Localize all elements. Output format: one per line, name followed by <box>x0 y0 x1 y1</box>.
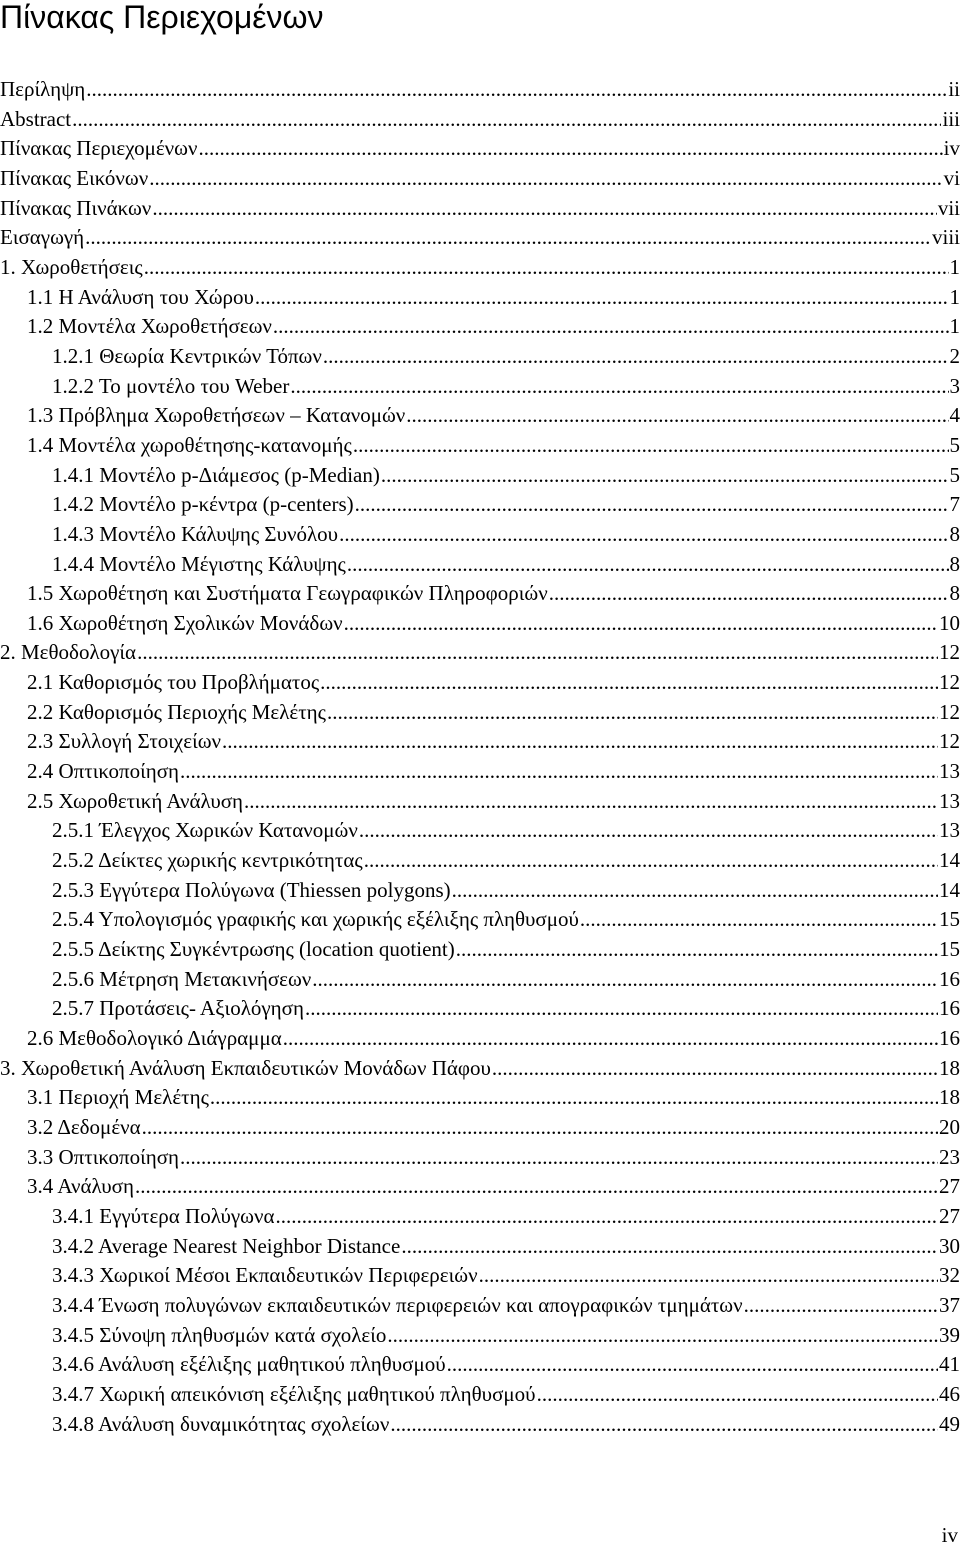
toc-entry[interactable] <box>0 1380 960 1410</box>
toc-entry-title: 3.4.7 Χωρική απεικόνιση εξέλιξης μαθητικού πληθυσμού <box>52 1381 536 1406</box>
toc-entry-page: 5 <box>949 432 960 457</box>
toc-entry-title: Πίνακας Περιεχομένων <box>0 136 198 161</box>
page-title: Πίνακας Περιεχομένων <box>0 0 324 35</box>
toc-entry-page: 5 <box>949 462 960 487</box>
toc-dot-leader <box>244 787 938 816</box>
toc-entry[interactable] <box>0 134 960 164</box>
toc-entry[interactable] <box>0 1054 960 1084</box>
toc-dot-leader <box>406 401 948 430</box>
toc-dot-leader <box>137 638 938 667</box>
toc-dot-leader <box>86 75 947 104</box>
toc-dot-leader <box>339 520 948 549</box>
toc-entry[interactable] <box>0 1350 960 1380</box>
toc-entry-title: 2.6 Μεθοδολογικό Διάγραμμα <box>27 1026 282 1050</box>
toc-entry[interactable] <box>0 1321 960 1351</box>
toc-entry-page: 13 <box>939 818 960 843</box>
toc-dot-leader <box>381 461 949 490</box>
toc-entry[interactable] <box>0 579 960 609</box>
toc-entry-page: viii <box>931 225 960 250</box>
toc-dot-leader <box>222 727 938 756</box>
toc-entry-page: vi <box>943 165 960 190</box>
toc-entry-title: 3.4.1 Εγγύτερα Πολύγωνα <box>52 1203 275 1228</box>
toc-dot-leader <box>198 134 942 163</box>
toc-entry-title: 2.3 Συλλογή Στοιχείων <box>27 729 222 754</box>
toc-entry[interactable] <box>0 1172 960 1202</box>
toc-entry-title: 3.2 Δεδομένα <box>27 1114 141 1139</box>
toc-entry-page: 14 <box>939 848 960 873</box>
toc-dot-leader <box>135 1172 938 1201</box>
toc-entry[interactable] <box>0 846 960 876</box>
toc-entry[interactable] <box>0 164 960 194</box>
toc-entry-title: Πίνακας Πινάκων <box>0 195 152 220</box>
toc-entry-page: 3 <box>949 373 960 398</box>
toc-entry[interactable] <box>0 994 960 1024</box>
toc-dot-leader <box>355 490 949 519</box>
toc-dot-leader <box>401 1232 938 1261</box>
toc-dot-leader <box>327 698 938 727</box>
toc-entry[interactable] <box>0 905 960 935</box>
toc-dot-leader <box>85 223 931 252</box>
toc-entry-page: 18 <box>939 1085 960 1110</box>
toc-entry-page: 41 <box>939 1352 960 1377</box>
toc-dot-leader <box>456 935 938 964</box>
toc-entry-title: 1.4.4 Μοντέλο Μέγιστης Κάλυψης <box>52 551 346 576</box>
toc-entry-title: 3.1 Περιοχή Μελέτης <box>27 1085 209 1110</box>
toc-entry[interactable] <box>0 372 960 402</box>
toc-dot-leader <box>447 1350 938 1379</box>
toc-dot-leader <box>359 816 938 845</box>
toc-entry-title: 1.5 Χωροθέτηση και Συστήματα Γεωγραφικών Πληροφοριών <box>27 581 548 606</box>
toc-entry-page: 39 <box>939 1322 960 1347</box>
toc-dot-leader <box>580 905 938 934</box>
toc-entry-title: 1.3 Πρόβλημα Χωροθετήσεων – Κατανομών <box>27 403 406 428</box>
toc-entry-page: 16 <box>939 996 960 1021</box>
toc-dot-leader <box>492 1054 938 1083</box>
toc-entry-page: 8 <box>949 581 960 606</box>
toc-dot-leader <box>549 579 949 608</box>
toc-entry-title: 2.5.1 Έλεγχος Χωρικών Κατανομών <box>52 818 358 843</box>
toc-entry[interactable] <box>0 876 960 906</box>
toc-entry-page: 12 <box>939 670 960 695</box>
toc-entry-page: 7 <box>949 492 960 517</box>
toc-entry[interactable] <box>0 401 960 431</box>
toc-entry[interactable] <box>0 312 960 342</box>
toc-entry-title: 2.5.6 Μέτρηση Μετακινήσεων <box>52 966 312 991</box>
toc-dot-leader <box>142 1113 938 1142</box>
toc-entry-title: Πίνακας Εικόνων <box>0 165 149 190</box>
toc-dot-leader <box>390 1410 938 1439</box>
toc-entry-title: Εισαγωγή <box>0 225 85 250</box>
toc-entry-page: ii <box>948 77 960 101</box>
toc-entry-page: 18 <box>939 1055 960 1080</box>
toc-entry-title: 1.4.1 Μοντέλο p-Διάμεσος (p-Median) <box>52 462 380 487</box>
toc-entry-title: 1.2 Μοντέλα Χωροθετήσεων <box>27 314 272 339</box>
toc-entry-page: 1 <box>949 314 960 339</box>
toc-entry[interactable] <box>0 787 960 817</box>
toc-entry[interactable] <box>0 105 960 135</box>
toc-entry[interactable] <box>0 283 960 313</box>
toc-entry-page: vii <box>937 195 960 220</box>
toc-entry[interactable] <box>0 431 960 461</box>
toc-dot-leader <box>255 283 949 312</box>
toc-entry-page: 46 <box>939 1381 960 1406</box>
toc-entry-page: 8 <box>949 521 960 546</box>
toc-dot-leader <box>180 1143 938 1172</box>
toc-entry-title: 3.4.6 Ανάλυση εξέλιξης μαθητικού πληθυσμού <box>52 1352 446 1377</box>
toc-entry-page: 1 <box>949 254 960 279</box>
toc-dot-leader <box>537 1380 938 1409</box>
toc-dot-leader <box>290 372 948 401</box>
toc-entry-page: 27 <box>939 1174 960 1199</box>
toc-entry-title: 1.4.2 Μοντέλο p-κέντρα (p-centers) <box>52 492 354 517</box>
toc-entry-page: 10 <box>939 610 960 635</box>
toc-dot-leader <box>180 757 938 786</box>
toc-entry-title: 2.5.2 Δείκτες χωρικής κεντρικότητας <box>52 848 363 873</box>
toc-entry[interactable] <box>0 253 960 283</box>
toc-dot-leader <box>273 312 949 341</box>
page-number: iv <box>941 1523 958 1547</box>
toc-dot-leader <box>144 253 949 282</box>
toc-entry-title: 2.5.7 Προτάσεις- Αξιολόγηση <box>52 996 304 1021</box>
toc-entry-page: 12 <box>939 640 960 665</box>
toc-dot-leader <box>744 1291 938 1320</box>
toc-entry[interactable] <box>0 1202 960 1232</box>
toc-dot-leader <box>283 1024 938 1053</box>
toc-entry-title: 1.2.1 Θεωρία Κεντρικών Τόπων <box>52 343 322 368</box>
toc-entry[interactable] <box>0 342 960 372</box>
toc-entry-page: 32 <box>939 1263 960 1288</box>
toc-entry-title: 2.5 Χωροθετική Ανάλυση <box>27 788 244 813</box>
toc-entry-page: 16 <box>939 966 960 991</box>
toc-dot-leader <box>364 846 938 875</box>
toc-entry[interactable] <box>0 1083 960 1113</box>
toc-dot-leader <box>305 994 938 1023</box>
toc-entry-title: 2. Μεθοδολογία <box>0 640 137 665</box>
toc-entry-page: 49 <box>939 1411 960 1436</box>
toc-entry-page: 14 <box>939 877 960 902</box>
toc-entry-page: 37 <box>939 1292 960 1317</box>
toc-entry[interactable] <box>0 194 960 224</box>
toc-entry-page: 16 <box>939 1026 960 1050</box>
table-of-contents <box>0 75 960 1439</box>
toc-dot-leader <box>72 105 941 134</box>
toc-entry-title: 2.5.3 Εγγύτερα Πολύγωνα (Thiessen polygons) <box>52 877 451 902</box>
toc-entry-title: 1.4 Μοντέλα χωροθέτησης-κατανομής <box>27 432 352 457</box>
toc-entry-title: 2.5.4 Υπολογισμός γραφικής και χωρικής εξέλιξης πληθυσμού <box>52 907 579 932</box>
toc-entry-page: 13 <box>939 788 960 813</box>
toc-entry-page: 2 <box>949 343 960 368</box>
toc-entry-title: 1.2.2 Το μοντέλο του Weber <box>52 373 290 398</box>
toc-entry-title: 1. Χωροθετήσεις <box>0 254 143 279</box>
toc-entry-page: 13 <box>939 759 960 784</box>
toc-dot-leader <box>210 1083 938 1112</box>
toc-entry[interactable] <box>0 1291 960 1321</box>
toc-entry-page: 12 <box>939 729 960 754</box>
toc-entry-title: Περίληψη <box>0 77 86 101</box>
toc-entry[interactable] <box>0 550 960 580</box>
toc-entry[interactable] <box>0 757 960 787</box>
toc-entry[interactable] <box>0 1024 960 1054</box>
toc-entry[interactable] <box>0 1113 960 1143</box>
toc-entry-page: iii <box>942 106 960 131</box>
toc-entry-title: 3.4.3 Χωρικοί Μέσοι Εκπαιδευτικών Περιφερειών <box>52 1263 478 1288</box>
toc-entry-title: 1.4.3 Μοντέλο Κάλυψης Συνόλου <box>52 521 339 546</box>
toc-entry-title: 3.4.2 Average Nearest Neighbor Distance <box>52 1233 401 1258</box>
toc-entry-title: 3. Χωροθετική Ανάλυση Εκπαιδευτικών Μονάδων Πάφου <box>0 1055 491 1080</box>
toc-entry-page: 30 <box>939 1233 960 1258</box>
toc-entry-page: 27 <box>939 1203 960 1228</box>
toc-entry[interactable] <box>0 461 960 491</box>
toc-entry-title: 3.3 Οπτικοποίηση <box>27 1144 180 1169</box>
toc-entry[interactable] <box>0 75 960 105</box>
toc-entry-page: 20 <box>939 1114 960 1139</box>
toc-entry-title: 2.4 Οπτικοποίηση <box>27 759 180 784</box>
toc-entry[interactable] <box>0 1410 960 1440</box>
toc-dot-leader <box>344 609 938 638</box>
toc-entry[interactable] <box>0 935 960 965</box>
toc-entry-page: 1 <box>949 284 960 309</box>
toc-dot-leader <box>320 668 938 697</box>
toc-dot-leader <box>452 876 938 905</box>
toc-entry[interactable] <box>0 1143 960 1173</box>
toc-entry-page: iv <box>943 136 960 161</box>
toc-entry[interactable] <box>0 698 960 728</box>
toc-entry-title: 2.2 Καθορισμός Περιοχής Μελέτης <box>27 699 326 724</box>
toc-entry-page: 12 <box>939 699 960 724</box>
toc-entry-page: 4 <box>949 403 960 428</box>
toc-dot-leader <box>347 550 949 579</box>
toc-entry[interactable] <box>0 1232 960 1262</box>
toc-entry[interactable] <box>0 638 960 668</box>
toc-entry[interactable] <box>0 520 960 550</box>
toc-entry-title: 3.4.4 Ένωση πολυγώνων εκπαιδευτικών περιφερειών και απογραφικών τμημάτων <box>52 1292 743 1317</box>
toc-entry-title: Abstract <box>0 106 72 131</box>
toc-entry-title: 3.4.8 Ανάλυση δυναμικότητας σχολείων <box>52 1411 390 1436</box>
toc-dot-leader <box>323 342 949 371</box>
toc-entry[interactable] <box>0 668 960 698</box>
toc-dot-leader <box>387 1321 938 1350</box>
toc-entry-title: 2.5.5 Δείκτης Συγκέντρωσης (location quotient) <box>52 937 455 962</box>
toc-entry[interactable] <box>0 490 960 520</box>
toc-entry-title: 1.6 Χωροθέτηση Σχολικών Μονάδων <box>27 610 343 635</box>
toc-dot-leader <box>149 164 942 193</box>
toc-entry-title: 3.4.5 Σύνοψη πληθυσμών κατά σχολείο <box>52 1322 387 1347</box>
toc-entry-title: 2.1 Καθορισμός του Προβλήματος <box>27 670 320 695</box>
toc-entry[interactable] <box>0 1261 960 1291</box>
toc-entry[interactable] <box>0 727 960 757</box>
toc-entry[interactable] <box>0 965 960 995</box>
toc-entry-page: 15 <box>939 907 960 932</box>
toc-entry-title: 3.4 Ανάλυση <box>27 1174 134 1199</box>
toc-entry[interactable] <box>0 223 960 253</box>
toc-dot-leader <box>353 431 949 460</box>
toc-entry-page: 8 <box>949 551 960 576</box>
toc-entry[interactable] <box>0 609 960 639</box>
toc-entry[interactable] <box>0 816 960 846</box>
toc-dot-leader <box>312 965 938 994</box>
toc-entry-title: 1.1 Η Ανάλυση του Χώρου <box>27 284 254 309</box>
toc-dot-leader <box>152 194 937 223</box>
toc-entry-page: 15 <box>939 937 960 962</box>
toc-dot-leader <box>479 1261 938 1290</box>
toc-dot-leader <box>276 1202 939 1231</box>
toc-entry-page: 23 <box>939 1144 960 1169</box>
